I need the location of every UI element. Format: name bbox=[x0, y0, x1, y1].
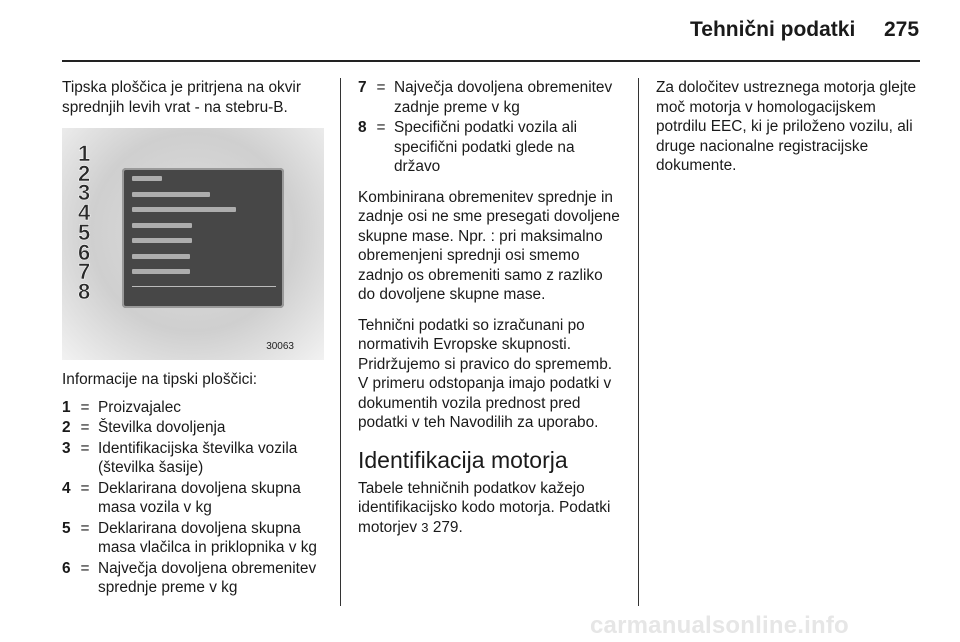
plate-line bbox=[132, 192, 210, 197]
engine-id-text: Tabele tehničnih podatkov kažejo identifikacijsko kodo motorja. Podatki motorjev bbox=[358, 479, 611, 536]
plate-panel bbox=[122, 168, 284, 308]
engine-power-paragraph: Za določitev ustreznega motorja glejte moč motorja v homologacijskem potrdilu EEC, ki je priloženo vozilu, ali druge nacionalne registracijske dokumente. bbox=[656, 79, 917, 174]
list-item bbox=[62, 418, 324, 438]
item-equals: = bbox=[80, 519, 90, 537]
load-paragraph: Kombinirana obremenitev sprednje in zadnje osi ne sme presegati dovoljene skupne mase. Npr. : pri maksimalno obremenjeni sprednji osi smemo zadnjo os obremeniti samo z razliko do dovoljene skupne mase. bbox=[358, 188, 620, 303]
item-text: Deklarirana dovoljena skupna masa vlačilca in priklopnika v kg bbox=[98, 519, 317, 556]
item-text: Največja dovoljena obremenitev zadnje preme v kg bbox=[394, 79, 613, 116]
intro-paragraph: Tipska ploščica je pritrjena na okvir sprednjih levih vrat - na stebru-B. bbox=[62, 79, 301, 116]
plate-line bbox=[132, 238, 192, 243]
plate-divider bbox=[132, 286, 276, 287]
plate-text-lines bbox=[132, 176, 236, 285]
item-number: 6 bbox=[62, 559, 71, 577]
column-divider-2 bbox=[638, 78, 639, 606]
item-number: 7 bbox=[358, 79, 367, 96]
column-3 bbox=[656, 78, 924, 187]
plate-label: 6 bbox=[78, 239, 91, 265]
plate-label: 7 bbox=[78, 259, 91, 285]
plate-label: 1 bbox=[78, 141, 91, 166]
plate-line bbox=[132, 207, 236, 212]
list-item bbox=[358, 78, 624, 117]
item-text: Proizvajalec bbox=[98, 398, 181, 416]
column-1 bbox=[62, 78, 324, 599]
engine-id-paragraph bbox=[358, 479, 624, 538]
list-item bbox=[62, 398, 324, 418]
plate-line bbox=[132, 254, 190, 259]
norms-paragraph: Tehnični podatki so izračunani po normativih Evropske skupnosti. Pridržujemo si pravico do sprememb. V primeru odstopanja imajo podatki v dokumentih vozila prednost pred podatki v teh Navodilih za uporabo. bbox=[358, 316, 613, 431]
column-2 bbox=[358, 78, 624, 548]
item-equals: = bbox=[80, 479, 90, 497]
list-item bbox=[62, 519, 324, 558]
info-heading: Informacije na tipski ploščici: bbox=[62, 371, 258, 388]
item-equals: = bbox=[376, 119, 386, 136]
item-number: 8 bbox=[358, 119, 367, 136]
type-plate-figure bbox=[62, 128, 324, 360]
column-divider-1 bbox=[340, 78, 341, 606]
page-number: 275 bbox=[884, 18, 920, 41]
item-text: Največja dovoljena obremenitev sprednje preme v kg bbox=[98, 559, 317, 596]
plate-line bbox=[132, 223, 192, 228]
plate-label: 8 bbox=[78, 278, 91, 304]
list-item bbox=[358, 118, 624, 177]
item-number: 3 bbox=[62, 439, 71, 457]
page-header-title: Tehnični podatki bbox=[690, 18, 856, 41]
cross-reference-arrow-icon: 3 bbox=[421, 519, 429, 535]
item-number: 4 bbox=[62, 479, 71, 497]
plate-label: 4 bbox=[78, 200, 91, 226]
item-text: Specifični podatki vozila ali specifični podatki glede na državo bbox=[394, 119, 578, 175]
footer-watermark: carmanualsonline.info bbox=[590, 612, 849, 639]
list-item bbox=[62, 439, 324, 478]
item-equals: = bbox=[80, 419, 90, 436]
item-number: 2 bbox=[62, 419, 71, 436]
plate-label: 2 bbox=[78, 160, 91, 186]
item-text: Identifikacijska številka vozila (številka šasije) bbox=[98, 439, 298, 476]
item-equals: = bbox=[80, 559, 90, 577]
section-heading: Identifikacija motorja bbox=[358, 446, 568, 473]
item-text: Deklarirana dovoljena skupna masa vozila v kg bbox=[98, 479, 301, 516]
figure-code: 30063 bbox=[266, 340, 294, 352]
cross-reference-page-link[interactable]: 279. bbox=[432, 518, 463, 536]
item-number: 5 bbox=[62, 519, 71, 537]
item-equals: = bbox=[80, 398, 90, 416]
header-rule bbox=[62, 60, 920, 62]
plate-line bbox=[132, 269, 190, 274]
plate-number-labels bbox=[78, 141, 91, 304]
plate-label: 5 bbox=[78, 219, 91, 245]
item-equals: = bbox=[376, 79, 386, 96]
list-item bbox=[62, 479, 324, 518]
item-equals: = bbox=[80, 439, 90, 457]
plate-label: 3 bbox=[78, 180, 91, 206]
item-text: Številka dovoljenja bbox=[98, 419, 226, 436]
list-item bbox=[62, 559, 324, 598]
info-list bbox=[62, 398, 324, 598]
info-list-continued bbox=[358, 78, 624, 177]
plate-line bbox=[132, 176, 162, 181]
item-number: 1 bbox=[62, 398, 71, 416]
